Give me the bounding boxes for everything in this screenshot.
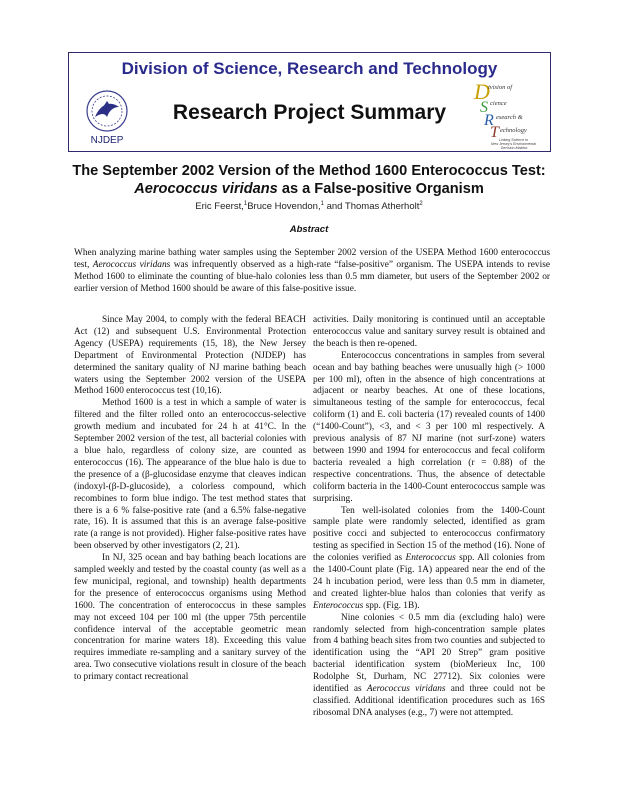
abstract-text bbox=[74, 247, 550, 295]
dsrt-word-2: cience bbox=[490, 100, 507, 107]
abstract-heading: Abstract bbox=[289, 224, 329, 235]
author-name: Eric Feerst, bbox=[195, 201, 244, 212]
dsrt-tagline: Linking Science to New Jersey's Environmental Decision-Making bbox=[490, 138, 537, 149]
svg-text:S: S bbox=[480, 99, 488, 116]
njdep-logo-text: NJDEP bbox=[90, 135, 124, 146]
body-paragraph: Enterococcus concentrations in samples from several ocean and bay bathing beaches were unusually high (> 1000 per 100 ml), often in the absence of high concentrations at adjacent or nearby beaches. At one of these locations, simultaneous testing of the sample for enterococcus, fecal coliform (1) and E. coli bacteria (17) revealed counts of 1400 (“1400-Count”), <3, and < 3 per 100 ml respectively. A previous analysis of 87 NJ marine (not surf-zone) waters between 1990 and 1994 for enterococcus and fecal coliform bacteria revealed a high correlation (r = 0.88) of the respective concentrations. Thus, the absence of detectable coliform bacteria in the 1400-Count enterococcus sample was surprising. bbox=[313, 350, 545, 504]
division-title: Division of Science, Research and Technology bbox=[121, 59, 498, 78]
body-paragraph bbox=[313, 613, 545, 720]
paper-title-rest: as a False-positive Organism bbox=[277, 181, 484, 197]
author-affiliation: 2 bbox=[419, 200, 423, 207]
organism-name: Aerococcus viridans bbox=[366, 684, 446, 695]
body-paragraph: In NJ, 325 ocean and bay bathing beach locations are sampled weekly and tested by the coastal county (as well as a few municipal, regional, and township) health departments for the presence of enterococcus organisms using Method 1600. The concentration of enterococcus in these samples may not exceed 104 per 100 ml (the upper 75th percentile confidence interval of the acceptable geometric mean concentration for marine waters 18). Exceeding this value requires immediate re-sampling and a sanitary survey of the area. Two consecutive violations result in closure of the beach to primary contact recreational bbox=[74, 553, 306, 683]
author-name: and Thomas Atherholt bbox=[323, 201, 420, 212]
text-run: spp. All colonies from the 1400-Count plate (Fig. 1A) appeared near the end of the 24 h incubation period, were less than 0.5 mm in diameter, and created lighter-blue halos than colonies that verify as bbox=[313, 553, 545, 599]
body-paragraph: Method 1600 is a test in which a sample of water is filtered and the filter rolled onto an enterococcus-selective growth medium and incubated for 24 h at 41°C. In the September 2002 version of the test, all bacterial colonies with a blue halo, regardless of colony size, are counted as enterococcus (16). The appearance of the blue halo is due to the presence of a (β-glucosidase enzyme that cleaves indican (indoxyl-(β-D-glucoside), a colorless compound, which recombines to form blue indigo. The test method states that there is a 6 % false-positive rate (and a 6.5% false-negative rate, 16). It is assumed that this is an average false-positive rate (a range is not provided). Higher false-positive rates have been observed by other investigators (2, 21). bbox=[74, 398, 306, 552]
paper-title bbox=[0, 162, 618, 198]
svg-text:T: T bbox=[490, 124, 499, 141]
paper-title-line-1: The September 2002 Version of the Method 1600 Enterococcus Test: bbox=[72, 163, 546, 179]
body-column-left bbox=[74, 315, 306, 684]
header-box bbox=[68, 52, 551, 152]
body-paragraph: activities. Daily monitoring is continued until an acceptable enterococcus value and sanitary survey result is obtained and the beach is then re-opened. bbox=[313, 315, 545, 349]
svg-text:D: D bbox=[474, 79, 490, 104]
paper-title-line-2 bbox=[0, 180, 618, 198]
body-paragraph: Since May 2004, to comply with the federal BEACH Act (12) and subsequent U.S. Environmental Protection Agency (USEPA) requirements (15, 18), the New Jersey Department of Environmental Protection (NJDEP) has determined the sanitary quality of NJ marine bathing beach waters using the September 2002 version of the USEPA Method 1600 enterococcus test (10,16). bbox=[74, 315, 306, 397]
svg-text:R: R bbox=[484, 112, 494, 129]
body-paragraph bbox=[313, 506, 545, 613]
dsrt-word-1: ivision of bbox=[488, 84, 513, 91]
text-run: spp. (Fig. 1B). bbox=[363, 600, 420, 611]
author-name: Bruce Hovendon, bbox=[247, 201, 321, 212]
abstract-organism: Aerococcus viridans bbox=[92, 260, 171, 270]
dsrt-word-3: esearch & bbox=[496, 114, 523, 121]
text-run: Nine colonies < 0.5 mm dia (excluding halo) were randomly selected from high-concentration sample plates from 4 bathing beach sites from two counties and subjected to identification using the “API 20 Strep” gram positive bacterial identification system (bioMerieux Inc, 100 Rodolphe St, Durham, NC 27712). Six colonies were identified as bbox=[313, 612, 545, 695]
organism-name: Enterococcus bbox=[313, 600, 364, 611]
author-affiliation: 1 bbox=[243, 200, 248, 207]
dsrt-logo bbox=[472, 79, 544, 149]
research-project-summary-title: Research Project Summary bbox=[172, 101, 447, 124]
organism-name: Enterococcus bbox=[405, 553, 456, 564]
abstract-text-part: was infrequently observed as a high-rate “false-positive” organism. The USEPA intends to revise Method 1600 to eliminate the counting of blue-halo colonies less than 0.5 mm diameter, but users of the September 2002 or earlier version of Method 1600 should be aware of this false-positive issue. bbox=[74, 260, 550, 294]
body-column-right bbox=[313, 315, 545, 720]
paper-title-organism: Aerococcus viridans bbox=[134, 181, 278, 197]
text-run: and three could not be classified. Additional identification procedures such as 16S ribosomal DNA analyses (e.g., 7) were not attempted. bbox=[313, 684, 545, 718]
dsrt-letters-icon bbox=[472, 79, 544, 149]
dsrt-word-4: echnology bbox=[500, 127, 527, 134]
author-affiliation: 1 bbox=[320, 200, 324, 207]
author-list bbox=[0, 201, 618, 212]
abstract-text-part: When analyzing marine bathing water samples using the September 2002 version of the USEPA Method 1600 enterococcus test, bbox=[74, 248, 550, 270]
text-run: Ten well-isolated colonies from the 1400-Count sample plate were randomly selected, identified as gram positive cocci and subjected to enterococcus confirmatory testing as specified in Section 15 of the method (16). None of the colonies verified as bbox=[313, 505, 545, 564]
